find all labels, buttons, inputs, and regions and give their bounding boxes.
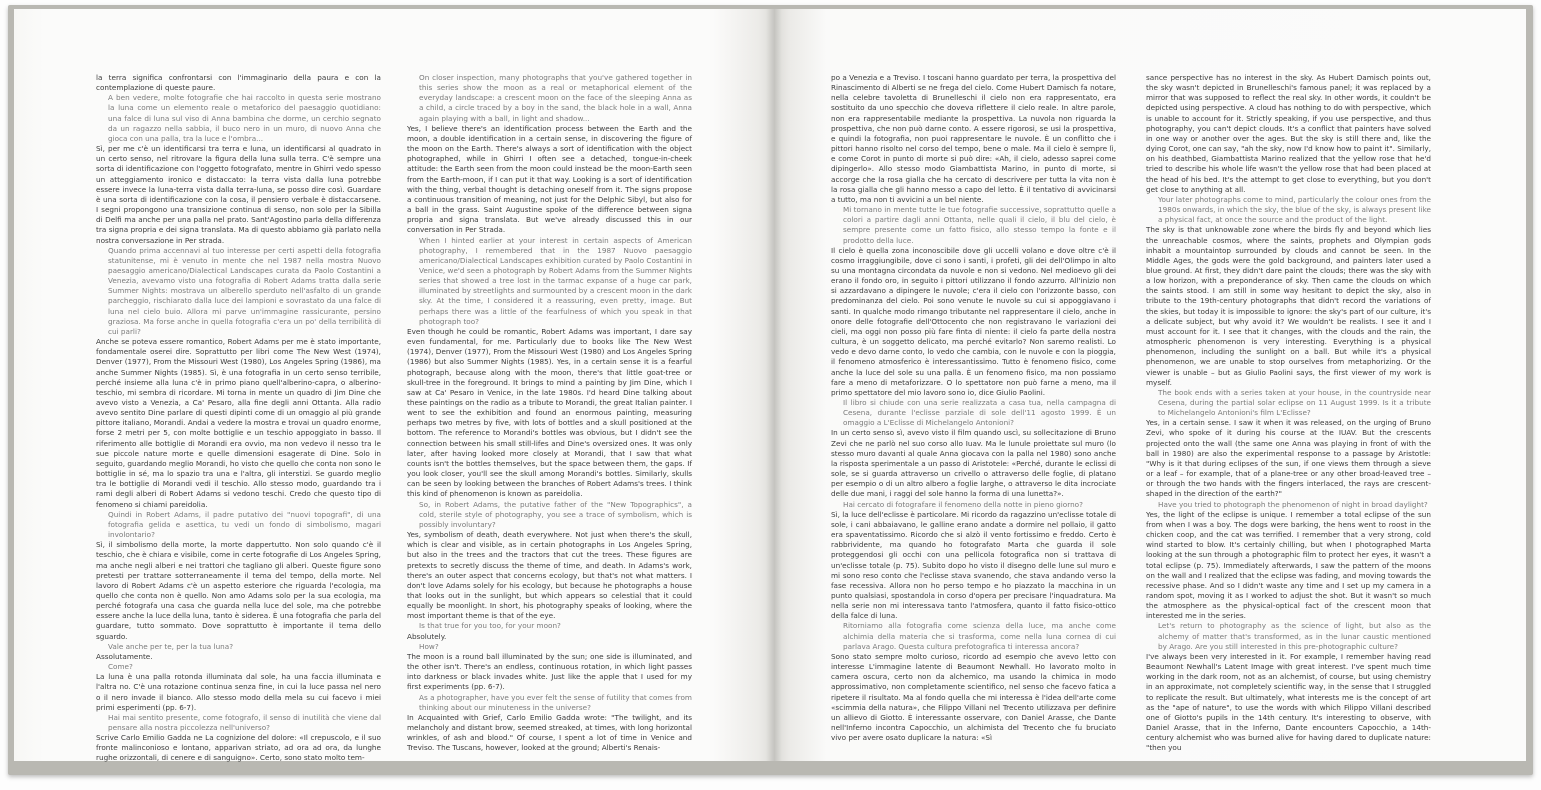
answer-paragraph: Even though he could be romantic, Robert Adams was important, I dare say even fundamental, for me. Particularly due to books like The New West (1974), Denver (1977), From the Missouri West (1980) and Los Angeles Spring (1986) but also Summer Nights (1985). Yes, in a certain sense it is a fearful photograph, because along with the moon, there's that little goat-tree or skull-tree in the foreground. It brings to mind a painting by Jim Dine, which I saw at Ca' Pesaro in Venice, in the late 1980s. I'd heard Dine talking about these paintings on the radio as a tribute to Morandi, the great Italian painter. I went to see the exhibition and found an enormous painting, measuring perhaps two metres by five, with lots of bottles and a skull positioned at the bottom. The reference to Morandi's bottles was obvious, but I didn't see the connection between his small still-lifes and Dine's oversized ones. It was only later, after having looked more closely at Morandi, that I saw that what counts isn't the bottles themselves, but the space between them, the gaps. If you look closer, you'll see the skull among Morandi's bottles. Similarly, skulls can be seen by looking between the branches of Robert Adams's trees. I think this kind of phenomenon is known as pareidolia. bbox=[407, 326, 692, 499]
answer-paragraph: Il cielo è quella zona inconoscibile dove gli uccelli volano e dove oltre c'è il cosmo irraggiungibile, dove ci sono i santi, i profeti, gli dei dell'Olimpo in alto su una montagna circondata da nuvole e non si vedono. Nel medioevo gli dei erano il fondo oro, in seguito i pittori utilizzano il fondo azzurro. All'inizio non si azzardavano a dipingere le nuvole; c'era il cielo con l'orizzonte basso, con predominanza del cielo. Poi sono venute le nuvole su cui si appoggiavano i santi. In qualche modo rimango tributante nel rappresentare il cielo, anche in onore delle fotografie dell'Ottocento che non registravano le variazioni dei cieli, ma oggi non posso più fare finta di niente: il cielo fa parte della nostra cultura, è un soggetto delicato, ma perché evitarlo? Non saremo realisti. Lo vedo e devo darne conto, lo vedo che cambia, con le nuvole e con la pioggia, il fenomeno atmosferico è interessantissimo. Tutto è fenomeno fisico, come anche la luce del sole su una palla. È un fenomeno fisico, ma non possiamo fare a meno di metaforizzare. O lo spettatore non può farne a meno, ma il primo spettatore del mio lavoro sono io, dice Giulio Paolini. bbox=[831, 245, 1116, 397]
left-column-italian bbox=[96, 73, 381, 763]
question-paragraph: How? bbox=[419, 641, 439, 651]
question-paragraph: A ben vedere, molte fotografie che hai raccolto in questa serie mostrano la luna come un elemento reale o metaforico del paesaggio quotidiano: una falce di luna sul viso di Anna bambina che dorme, un cerchio segnato da un ragazzo nella sabbia, il buco nero in un muro, di nuovo Anna che gioca con una palla, tra la luce e l'ombra... bbox=[108, 93, 381, 143]
answer-paragraph: po a Venezia e a Treviso. I toscani hanno guardato per terra, la prospettiva del Rinascimento di Alberti se ne frega del cielo. Come Hubert Damisch fa notare, nella celebre tavoletta di Brunelleschi il cielo non era rappresentato, era sostituito da uno specchio che doveva riflettere il cielo reale. In altre parole, non era rappresentabile mediante la prospettiva. La nuvola non riguarda la prospettiva, che non può darne conto. A essere rigorosi, se usi la prospettiva, e quindi la fotografia, non puoi rappresentare le nuvole. È un conflitto che i pittori hanno risolto nel corso del tempo, bene o male. Ma il cielo è sempre lì, e come Corot in punto di morte si può dire: «Ah, il cielo, adesso saprei come dipingerlo». Allo stesso modo Giambattista Marino, in punto di morte, si accorge che la rosa gialla che ha cercato di descrivere per tutta la vita non è la rosa gialla che gli hanno messo a capo del letto. È il tentativo di avvicinarsi a tutto, ma non ti avvicini a un bel niente. bbox=[831, 73, 1116, 204]
left-column-english bbox=[407, 73, 692, 753]
question-paragraph: On closer inspection, many photographs that you've gathered together in this series show the moon as a real or metaphorical element of the everyday landscape: a crescent moon on the face of the sleeping Anna as a child, a circle traced by a boy in the sand, the black hole in a wall, Anna again playing with a ball, in light and shadow... bbox=[419, 73, 692, 123]
question-paragraph: The book ends with a series taken at your house, in the countryside near Cesena, during the partial solar eclipse on 11 August 1999. Is it a tribute to Michelangelo Antonioni's film L'Eclisse? bbox=[1158, 387, 1431, 418]
answer-paragraph: In un certo senso sì, avevo visto il film quando uscì, su sollecitazione di Bruno Zevi che ne parlò nel suo corso allo Iuav. Ma le lunule proiettate sul muro (lo stesso muro davanti al quale Anna giocava con la palla nel 1980) sono anche la risposta sperimentale a un passo di Aristotele: «Perché, durante le eclissi di sole, se si guarda attraverso un crivello o attraverso delle foglie, di platano per esempio o di un altro albero a foglie larghe, o attraverso le dita incrociate delle due mani, i raggi del sole hanno la forma di una lunetta?». bbox=[831, 428, 1116, 499]
answer-paragraph: Sì, il simbolismo della morte, la morte dappertutto. Non solo quando c'è il teschio, che è chiara e visibile, come in certe fotografie di Los Angeles Spring, ma anche negli alberi e nei trattori che tagliano gli alberi. Queste figure sono pretesti per trattare sotterraneamente il tema del tempo, della morte. Nel lavoro di Robert Adams c'è un aspetto esteriore che riguarda l'ecologia, ma quello che conta non è quello. Non amo Adams solo per la sua ecologia, ma perché fotografa una casa che guarda nella luce del sole, ma che potrebbe essere anche la luce della luna, tanto è siderea. È una fotografia che parla del guardare, tutto sommato. Dove soprattutto è importante il tema dello sguardo. bbox=[96, 540, 381, 641]
question-paragraph: Hai mai sentito presente, come fotografo, il senso di inutilità che viene dal pensare alla nostra piccolezza nell'universo? bbox=[108, 712, 381, 732]
answer-paragraph: I've always been very interested in it. For example, I remember having read Beaumont Newhall's Latent Image with great interest. I've spent much time working in the dark room, not as an alchemist, of course, but using chemistry in an approximate, not completely scientific way, in the sense that I struggled to replicate the result. But ultimately, what interests me is the concept of art as the "ape of nature", to use the words with which Filippo Villani described one of Giotto's pupils in the 14th century. It's interesting to observe, with Daniel Arasse, that in the Inferno, Dante encounters Capocchio, a 14th-century alchemist who was burned alive for having dared to duplicate nature: "then you bbox=[1146, 651, 1431, 753]
answer-paragraph: Absolutely. bbox=[407, 631, 447, 641]
answer-paragraph: Anche se poteva essere romantico, Robert Adams per me è stato importante, fondamentale oserei dire. Soprattutto per libri come The New West (1974), Denver (1977), From the Missouri West (1980), Los Angeles Spring (1986), ma anche Summer Nights (1985). Sì, è una fotografia in un certo senso terribile, perché insieme alla luna c'è in primo piano quell'alberino-capra, o alberino-teschio, mi sembra di ricordare. Mi torna in mente un quadro di Jim Dine che avevo visto a Venezia, a Ca' Pesaro, alla fine degli anni Ottanta. Alla radio avevo sentito Dine parlare di questi dipinti come di un omaggio al più grande pittore italiano, Morandi. Andai a vedere la mostra e trovai un quadro enorme, forse 2 metri per 5, con molte bottiglie e un teschio appoggiato in basso. Il riferimento alle bottiglie di Morandi era ovvio, ma non vedevo il nesso tra le sue piccole nature morte e quelle dimensioni esagerate di Dine. Solo in seguito, guardando meglio Morandi, ho visto che quello che conta non sono le bottiglie in sé, ma lo spazio tra una e l'altra, gli interstizi. Se guardo meglio tra le bottiglie di Morandi vedi il teschio. Allo stesso modo, guardando tra i rami degli alberi di Robert Adams si vedono teschi. Credo che questo tipo di fenomeno si chiami pareidolia. bbox=[96, 337, 381, 509]
question-paragraph: Il libro si chiude con una serie realizzata a casa tua, nella campagna di Cesena, durante l'eclisse parziale di sole dell'11 agosto 1999. È un omaggio a L'Eclisse di Michelangelo Antonioni? bbox=[843, 398, 1116, 428]
answer-paragraph: The moon is a round ball illuminated by the sun; one side is illuminated, and the other isn't. There's an endless, continuous rotation, in which light passes into darkness or black invades white. Just like the apple that I used for my first experiments (pp. 6-7). bbox=[407, 651, 692, 692]
question-paragraph: Is that true for you too, for your moon? bbox=[419, 621, 561, 631]
answer-paragraph: La luna è una palla rotonda illuminata dal sole, ha una faccia illuminata e l'altra no. C'è una rotazione continua senza fine, in cui la luce passa nel nero o il nero invade il bianco. Allo stesso modo della mela su cui facevo i miei primi esperimenti (pp. 6-7). bbox=[96, 672, 381, 712]
answer-paragraph: Yes, in a certain sense. I saw it when it was released, on the urging of Bruno Zevi, who spoke of it during his course at the IUAV. But the crescents projected onto the wall (the same one Anna was playing in front of with the ball in 1980) are also the experimental response to a passage by Aristotle: "Why is it that during eclipses of the sun, if one views them through a sieve or a leaf – for example, that of a plane-tree or any other broad-leaved tree – or through the two hands with the fingers interlaced, the rays are crescent-shaped in the direction of the earth?" bbox=[1146, 418, 1431, 499]
question-paragraph: Come? bbox=[108, 662, 133, 672]
answer-paragraph: In Acquainted with Grief, Carlo Emilio Gadda wrote: "The twilight, and its melancholy and distant brow, seemed streaked, at times, with long horizontal wrinkles, of ash and blood." Of course, I spent a lot of time in Venice and Treviso. The Tuscans, however, looked at the ground; Alberti's Renais- bbox=[407, 712, 692, 753]
question-paragraph: Mi tornano in mente tutte le tue fotografie successive, soprattutto quelle a colori a partire dagli anni Ottanta, nelle quali il cielo, il blu del cielo, è sempre presente come un fatto fisico, allo stesso tempo la fonte e il prodotto della luce. bbox=[843, 205, 1116, 245]
answer-paragraph: la terra significa confrontarsi con l'immaginario della paura e con la contemplazione di queste paure. bbox=[96, 73, 381, 93]
question-paragraph: As a photographer, have you ever felt the sense of futility that comes from thinking about our minuteness in the universe? bbox=[419, 692, 692, 712]
question-paragraph: Vale anche per te, per la tua luna? bbox=[108, 641, 234, 651]
answer-paragraph: Yes, the light of the eclipse is unique. I remember a total eclipse of the sun from when I was a boy. The dogs were barking, the hens went to roost in the chicken coop, and the cat was terrified. I remember that a very strong, cold wind started to blow. It's certainly chilling, but when I photographed Marta looking at the sun through a photographic film to protect her eyes, it wasn't a total eclipse (p. 75). Immediately afterwards, I saw the pattern of the moons on the wall and I realized that the eclipse was fading, and moving towards the recessive phase. And so I didn't waste any time and I set up my camera in a random spot, moving it as I worked to adjust the shot. But it wasn't so much the atmosphere as the physical-optical fact of the crescent moon that interested me in the series. bbox=[1146, 509, 1431, 621]
answer-paragraph: Sì, per me c'è un identificarsi tra terra e luna, un identificarsi al quadrato in un certo senso, nel ritrovare la figura della luna sulla terra. C'è sempre una sorta di identificazione con l'oggetto fotografato, mentre in Ghirri vedo spesso un atteggiamento ironico e distaccato: la terra vista dalla luna potrebbe essere invece la luna-terra vista dalla terra-luna, se posso dire così. Guardare è una sorta di identificazione con la cosa, il pensiero verbale è distaccarsene. I segni propongono una transizione continua di senso, non solo per la Sibilla di Delfi ma anche per una palla nel prato. Sant'Agostino parla della differenza tra signa propria e dei signa translata. Ma di questo abbiamo già parlato nella nostra conversazione in Per strada. bbox=[96, 144, 381, 245]
answer-paragraph: The sky is that unknowable zone where the birds fly and beyond which lies the unreachable cosmos, where the saints, prophets and Olympian gods inhabit a mountaintop surrounded by clouds and cannot be seen. In the Middle Ages, the gods were the gold background, and painters later used a blue ground. At first, they didn't dare paint the clouds; there was the sky with a low horizon, with a preponderance of sky. Then came the clouds on which the saints stood. I am still in some way hesitant to depict the sky, also in tribute to the 19th-century photographs that didn't record the variations of the skies, but today it is impossible to ignore: the sky's part of our culture, it's a delicate subject, but why avoid it? We wouldn't be realists. I see it and I must account for it. I see that it changes, with the clouds and the rain, the atmospheric phenomenon is very interesting. Everything is a physical phenomenon, including the sunlight on a ball. But while it's a physical phenomenon, we are unable to stop ourselves from metaphorizing. Or the viewer is unable – but as Giulio Paolini says, the first viewer of my work is myself. bbox=[1146, 225, 1431, 387]
question-paragraph: Ritorniamo alla fotografia come scienza della luce, ma anche come alchimia della materia che si trasforma, come nella luna cornea di cui parlava Arago. Questa cultura prefotografica ti interessa ancora? bbox=[843, 621, 1116, 651]
question-paragraph: Quindi in Robert Adams, il padre putativo dei "nuovi topografi", di una fotografia gelida e asettica, tu vedi un fondo di simbolismo, magari involontario? bbox=[108, 509, 381, 540]
question-paragraph: Let's return to photography as the science of light, but also as the alchemy of matter that's transformed, as in the lunar caustic mentioned by Arago. Are you still interested in this pre-photographic culture? bbox=[1158, 621, 1431, 651]
answer-paragraph: Sì, la luce dell'eclisse è particolare. Mi ricordo da ragazzino un'eclisse totale di sole, i cani abbaiavano, le galline erano andate a dormire nel pollaio, il gatto era spaventatissimo. Ricordo che si alzò il vento fortissimo e freddo. Certo è rabbrividente, ma quando ho fotografato Marta che guarda il sole proteggendosi gli occhi con una pellicola fotografica non si trattava di un'eclisse totale (p. 75). Subito dopo ho visto il disegno delle lune sul muro e mi sono reso conto che l'eclisse stava svanendo, che stava andando verso la fase recessiva. Allora non ho perso tempo e ho piazzato la macchina in un punto qualsiasi, spostandola in corso d'opera per precisare l'inquadratura. Ma nella serie non mi interessava tanto l'atmosfera, quanto il fatto fisico-ottico della falce di luna. bbox=[831, 509, 1116, 621]
question-paragraph: Quando prima accennavi al tuo interesse per certi aspetti della fotografia statunitense, mi è venuto in mente che nel 1987 nella mostra Nuovo paesaggio americano/Dialectical Landscapes curata da Paolo Costantini a Venezia, avevamo visto una fotografia di Robert Adams tratta dalla serie Summer Nights: mostrava un alberello sperduto nell'asfalto di un grande parcheggio, rischiarato dalla luce dei lampioni e sovrastato da una falce di luna nel cielo buio. Allora mi parve un'immagine rassicurante, persino graziosa. Ma forse anche in quella fotografia c'era un po' della terribilità di cui parli? bbox=[108, 245, 381, 336]
answer-paragraph: Scrive Carlo Emilio Gadda ne La cognizione del dolore: «Il crepuscolo, e il suo fronte malinconioso e lontano, apparivan striato, ad ora ad ora, da lunghe rughe orizzontali, di cenere e di sanguigno». Certo, sono stato molto tem- bbox=[96, 733, 381, 763]
left-page bbox=[14, 9, 774, 761]
question-paragraph: Have you tried to photograph the phenomenon of night in broad daylight? bbox=[1158, 499, 1428, 509]
right-column-italian bbox=[831, 73, 1116, 743]
question-paragraph: When I hinted earlier at your interest in certain aspects of American photography, I remembered that in the 1987 Nuovo paesaggio americano/Dialectical Landscapes exhibition curated by Paolo Costantini in Venice, we'd seen a photograph by Robert Adams from the Summer Nights series that showed a tree lost in the tarmac expanse of a huge car park, illuminated by streetlights and surmounted by a crescent moon in the dark sky. At the time, I considered it a reassuring, even pretty, image. But perhaps there was a little of the fearfulness of which you speak in that photograph too? bbox=[419, 235, 692, 326]
answer-paragraph: sance perspective has no interest in the sky. As Hubert Damisch points out, the sky wasn't depicted in Brunelleschi's famous panel; it was replaced by a mirror that was supposed to reflect the real sky. In other words, it couldn't be depicted using perspective. A cloud has nothing to do with perspective, which is unable to account for it. Strictly speaking, if you use perspective, and thus photography, you can't depict clouds. It's a conflict that painters have solved in one way or another over the ages. But the sky is still there and, like the dying Corot, one can say, "ah the sky, now I'd know how to paint it". Similarly, on his deathbed, Giambattista Marino realized that the yellow rose that he'd tried to describe his whole life wasn't the yellow rose that had been placed at the head of his bed. It's the attempt to get close to everything, but you don't get close to anything at all. bbox=[1146, 73, 1431, 194]
book-gutter bbox=[766, 9, 782, 761]
answer-paragraph: Sono stato sempre molto curioso, ricordo ad esempio che avevo letto con interesse L'immagine latente di Beaumont Newhall. Ho lavorato molto in camera oscura, certo non da alchemico, ma usando la chimica in modo approssimativo, non completamente scientifico, nel senso che facevo fatica a ripetere il risultato. Ma al fondo quella che mi interessa è l'idea dell'arte come «scimmia della natura», che Filippo Villani nel Trecento utilizzava per definire un allievo di Giotto. È interessante osservare, con Daniel Arasse, che Dante nell'Inferno incontra Capocchio, un alchimista del Trecento che fu bruciato vivo per avere osato duplicare la natura: «Sì bbox=[831, 651, 1116, 743]
question-paragraph: Hai cercato di fotografare il fenomeno della notte in pieno giorno? bbox=[843, 499, 1083, 509]
right-column-english bbox=[1146, 73, 1431, 753]
right-page bbox=[774, 9, 1526, 761]
answer-paragraph: Yes, I believe there's an identification process between the Earth and the moon, a double identification in a certain sense, in discovering the figure of the moon on the Earth. There's always a sort of identification with the object photographed, while in Ghirri I often see a detached, tongue-in-cheek attitude: the Earth seen from the moon could instead be the moon-Earth seen from the Earth-moon, if I can put it that way. Looking is a sort of identification with the thing, verbal thought is detaching oneself from it. The signs propose a continuous transition of meaning, not just for the Delphic Sibyl, but also for a ball in the grass. Saint Augustine spoke of the difference between signa propria and signa translata. But we've already discussed this in our conversation in Per Strada. bbox=[407, 123, 692, 235]
answer-paragraph: Assolutamente. bbox=[96, 651, 153, 661]
answer-paragraph: Yes, symbolism of death, death everywhere. Not just when there's the skull, which is clear and visible, as in certain photographs in Los Angeles Spring, but also in the trees and the tractors that cut the trees. These figures are pretexts to secretly discuss the theme of time, and death. In Adams's work, there's an outer aspect that concerns ecology, but that's not what matters. I don't love Adams solely for his ecology, but because he photographs a house that looks out in the sunlight, but which appears so celestial that it could equally be moonlight. In short, his photography speaks of looking, where the most important theme is that of the eye. bbox=[407, 530, 692, 621]
question-paragraph: So, in Robert Adams, the putative father of the "New Topographics", a cold, sterile style of photography, you see a trace of symbolism, which is possibly involuntary? bbox=[419, 499, 692, 529]
question-paragraph: Your later photographs come to mind, particularly the colour ones from the 1980s onwards, in which the sky, the blue of the sky, is always present like a physical fact, at once the source and the product of the light. bbox=[1158, 194, 1431, 225]
